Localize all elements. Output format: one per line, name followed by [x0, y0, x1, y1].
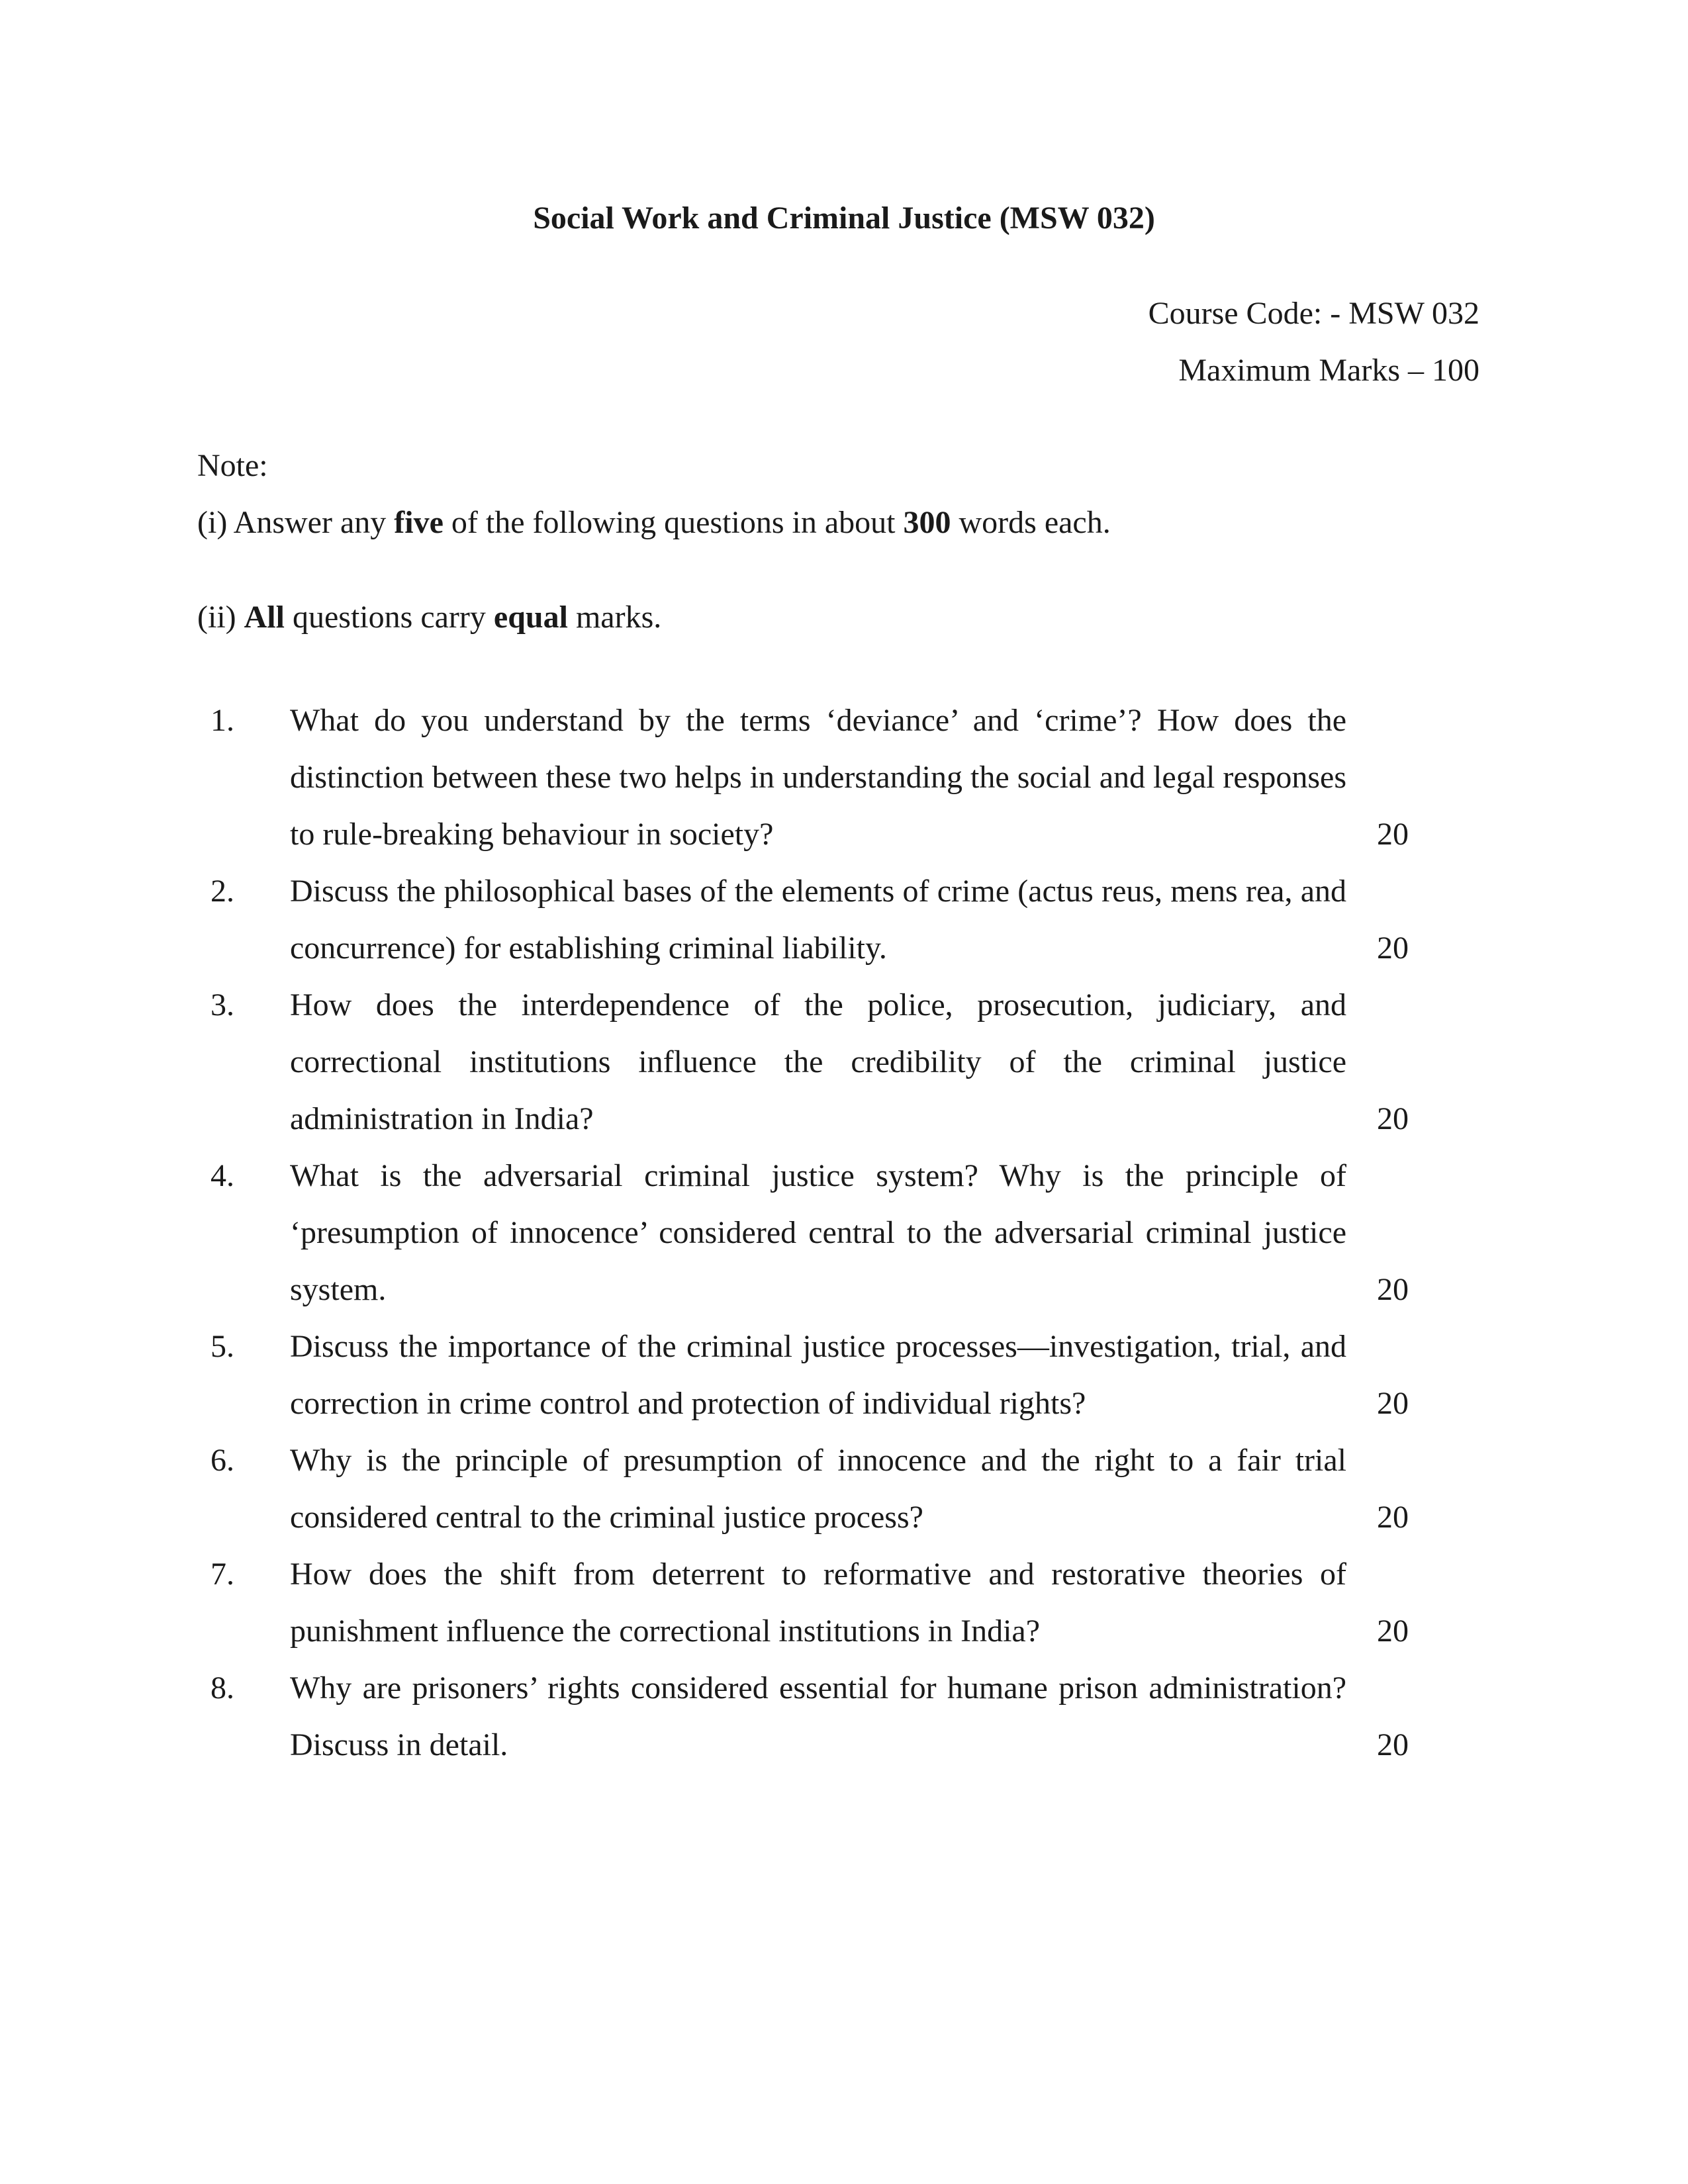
question-text: How does the interdependence of the police, prosecution, judiciary, and correctional institutions influence the credibility of the criminal justice administration in India? [290, 987, 1346, 1136]
question-item [197, 1148, 1422, 1318]
instruction-text: questions carry [284, 600, 494, 635]
question-item [197, 692, 1422, 863]
instruction-text: marks. [567, 600, 662, 635]
question-marks: 20 [1377, 1386, 1409, 1421]
document-title: Social Work and Criminal Justice (MSW 032) [533, 201, 1155, 236]
question-number: 6. [211, 1443, 234, 1478]
question-marks: 20 [1377, 931, 1409, 966]
course-code: Course Code: - MSW 032 [1148, 296, 1479, 331]
question-text: Why are prisoners’ rights considered essential for humane prison administration? Discuss in detail. [290, 1670, 1346, 1762]
question-item [197, 1546, 1422, 1660]
instruction-emphasis: All [244, 600, 285, 635]
question-text: What is the adversarial criminal justice system? Why is the principle of ‘presumption of innocence’ considered central to the adversarial criminal justice system. [290, 1158, 1346, 1307]
question-text: What do you understand by the terms ‘deviance’ and ‘crime’? How does the distinction between these two helps in understanding the social and legal responses to rule-breaking behaviour in society? [290, 703, 1346, 852]
question-item [197, 1318, 1422, 1432]
question-number: 8. [211, 1670, 234, 1706]
question-text: How does the shift from deterrent to reformative and restorative theories of punishment influence the correctional institutions in India? [290, 1557, 1346, 1649]
question-number: 3. [211, 987, 234, 1023]
question-item [197, 977, 1422, 1148]
note-heading: Note: [197, 448, 268, 483]
question-number: 5. [211, 1329, 234, 1364]
instruction-emphasis: five [394, 505, 444, 540]
question-number: 2. [211, 874, 234, 909]
question-number: 1. [211, 703, 234, 738]
question-item [197, 863, 1422, 977]
question-marks: 20 [1377, 1101, 1409, 1136]
question-item [197, 1660, 1422, 1774]
question-marks: 20 [1377, 1500, 1409, 1535]
question-marks: 20 [1377, 1614, 1409, 1649]
instruction-emphasis: 300 [903, 505, 951, 540]
question-text: Discuss the philosophical bases of the elements of crime (actus reus, mens rea, and concurrence) for establishing criminal liability. [290, 874, 1346, 966]
instruction-text: words each. [951, 505, 1111, 540]
question-text: Why is the principle of presumption of innocence and the right to a fair trial considered central to the criminal justice process? [290, 1443, 1346, 1535]
question-list [197, 692, 1422, 1774]
question-number: 4. [211, 1158, 234, 1193]
instruction-1 [197, 503, 1111, 543]
instruction-text: of the following questions in about [443, 505, 904, 540]
question-text: Discuss the importance of the criminal justice processes—investigation, trial, and correction in crime control and protection of individual rights? [290, 1329, 1346, 1421]
instruction-2 [197, 598, 661, 637]
instruction-text: (ii) [197, 600, 244, 635]
instruction-emphasis: equal [493, 600, 568, 635]
question-marks: 20 [1377, 817, 1409, 852]
question-marks: 20 [1377, 1272, 1409, 1307]
instruction-text: (i) Answer any [197, 505, 395, 540]
question-marks: 20 [1377, 1727, 1409, 1762]
question-number: 7. [211, 1557, 234, 1592]
maximum-marks: Maximum Marks – 100 [1178, 353, 1479, 388]
question-item [197, 1432, 1422, 1546]
